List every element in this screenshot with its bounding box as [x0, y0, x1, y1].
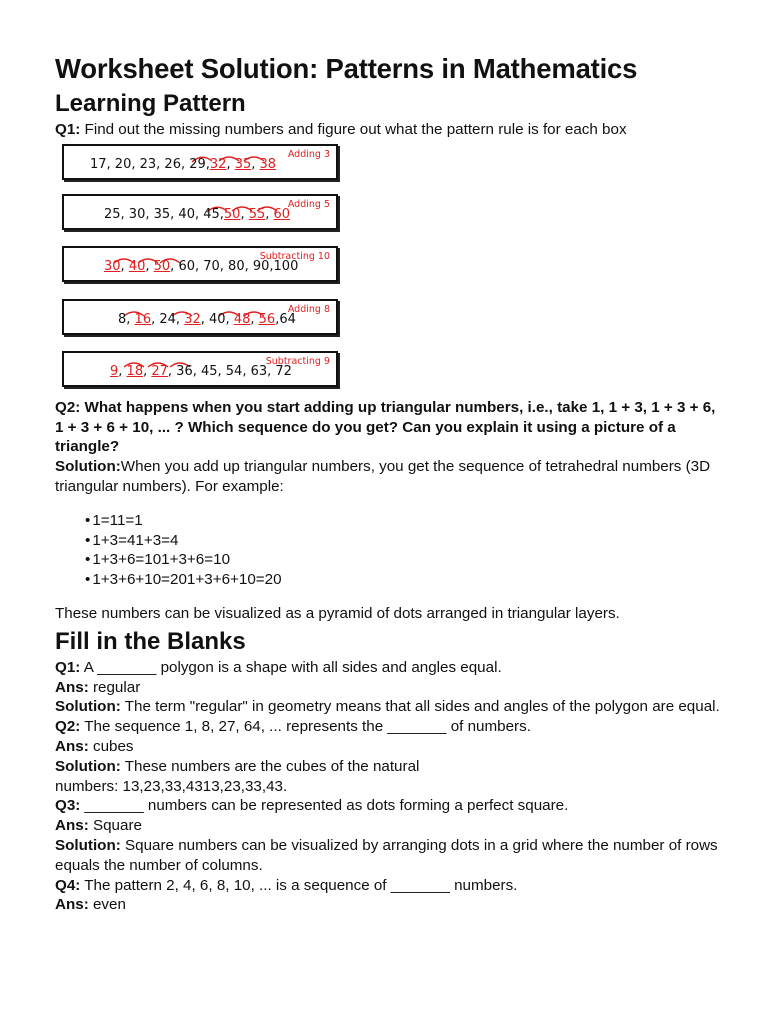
q2-question	[55, 398, 725, 457]
solution-text: The term "regular" in geometry means that all sides and angles of the polygon are equal.	[120, 698, 720, 716]
list-item: • 1+3+6=101+3+6=10	[85, 550, 725, 570]
pattern-box-2	[62, 194, 338, 230]
given-numbers: 64	[279, 311, 296, 327]
q1-prompt	[55, 120, 725, 140]
solution	[55, 697, 725, 717]
rule-label-4: Adding 8	[287, 303, 330, 315]
given-numbers: 17, 20, 23, 26, 29,	[90, 156, 210, 172]
question	[55, 658, 725, 678]
given-numbers: 8,	[118, 311, 131, 327]
answer-text: even	[88, 896, 126, 914]
pattern-box-4	[62, 299, 338, 335]
q2-question-text: Q2: What happens when you start adding up triangular numbers, i.e., take 1, 1 + 3, 1 + 3 + 6, 1 + 3 + 6 + 10, ... ? Which sequence do you get? Can you explain it using a picture of a triangle?	[55, 398, 716, 456]
rule-label-5: Subtracting 9	[265, 355, 330, 367]
question-label: Q2:	[55, 718, 81, 736]
answer	[55, 737, 725, 757]
solution	[55, 836, 725, 876]
list-item: • 1+3+6+10=201+3+6+10=20	[85, 570, 725, 590]
question	[55, 876, 725, 896]
answer-blank: 50	[153, 258, 171, 274]
blank-item-4	[55, 876, 725, 916]
answer-blank: 35	[234, 156, 252, 172]
question-label: Q1:	[55, 658, 81, 676]
given-numbers: 40,	[209, 311, 230, 327]
answer-label: Ans:	[55, 678, 89, 696]
pattern-box-3	[62, 246, 338, 282]
question	[55, 717, 725, 737]
solution-text: When you add up triangular numbers, you get the sequence of tetrahedral numbers (3D triangular numbers). For example:	[55, 458, 711, 495]
given-numbers: 24,	[159, 311, 181, 327]
question-text: The sequence 1, 8, 27, 64, ... represents the _______ of numbers.	[80, 718, 531, 736]
answer-blank: 50	[223, 206, 241, 222]
sequence-2: 25, 30, 35, 40, 45,50, 55, 60	[104, 206, 291, 222]
solution	[55, 757, 475, 797]
answer-label: Ans:	[55, 817, 89, 835]
pattern-box-1	[62, 144, 338, 180]
answer-text: regular	[88, 678, 141, 696]
solution-label: Solution:	[55, 836, 121, 854]
rule-label-1: Adding 3	[287, 148, 330, 160]
answer	[55, 816, 725, 836]
blank-item-1	[55, 658, 725, 717]
closing-text: These numbers can be visualized as a pyramid of dots arranged in triangular layers.	[55, 604, 620, 622]
answer-label: Ans:	[55, 737, 89, 755]
sequence-4: 8, 16, 24, 32, 40, 48, 56,64	[118, 311, 296, 327]
answer	[55, 678, 725, 698]
question-text: The pattern 2, 4, 6, 8, 10, ... is a sequence of _______ numbers.	[80, 876, 518, 894]
question-label: Q4:	[55, 876, 81, 894]
answer-blank: 16	[134, 311, 152, 327]
page-title: Worksheet Solution: Patterns in Mathematics	[55, 53, 638, 84]
answer-blank: 38	[259, 156, 277, 172]
answer-blank: 48	[233, 311, 251, 327]
section-heading-learning: Learning Pattern	[55, 90, 246, 117]
answer-blank: 32	[184, 311, 201, 327]
blank-item-3	[55, 796, 725, 875]
solution-text: These numbers are the cubes of the natural numbers: 13,23,33,4313,23,33,43.	[55, 757, 420, 795]
given-numbers: 36, 45, 54, 63, 72	[176, 363, 292, 379]
answer-blank: 27	[151, 363, 168, 379]
list-item: • 1+3=41+3=4	[85, 531, 725, 551]
worksheet-page	[55, 50, 725, 915]
answer-blank: 40	[128, 258, 146, 274]
sequence-1: 17, 20, 23, 26, 29,32, 35, 38	[90, 156, 277, 172]
solution-label: Solution:	[55, 458, 121, 476]
answer	[55, 895, 725, 915]
q2-solution	[55, 457, 725, 497]
question-text: _______ numbers can be represented as dots forming a perfect square.	[80, 797, 569, 815]
answer-blank: 9	[110, 363, 119, 379]
list-item: • 1=11=1	[85, 511, 725, 531]
answer-blank: 56	[258, 311, 276, 327]
answer-blank: 30	[104, 258, 121, 274]
answer-label: Ans:	[55, 896, 89, 914]
given-numbers: 25, 30, 35, 40, 45,	[104, 206, 224, 222]
answer-blank: 55	[248, 206, 266, 222]
answer-blank: 18	[126, 363, 144, 379]
solution-label: Solution:	[55, 698, 121, 716]
solution-label: Solution:	[55, 757, 121, 775]
q1-text: Find out the missing numbers and figure out what the pattern rule is for each box	[80, 121, 627, 138]
sequence-5: 9, 18, 27, 36, 45, 54, 63, 72	[110, 363, 292, 379]
answer-text: Square	[88, 817, 142, 835]
rule-label-3: Subtracting 10	[259, 250, 330, 262]
question-text: A _______ polygon is a shape with all sides and angles equal.	[80, 658, 502, 676]
blank-item-2	[55, 717, 725, 796]
pattern-box-5	[62, 351, 338, 387]
solution-text: Square numbers can be visualized by arranging dots in a grid where the number of rows equals the number of columns.	[55, 836, 718, 874]
question-label: Q3:	[55, 797, 81, 815]
answer-blank: 32	[209, 156, 227, 172]
section-heading-blanks: Fill in the Blanks	[55, 627, 246, 655]
given-numbers: 60, 70, 80, 90,100	[178, 258, 299, 274]
tetrahedral-list	[85, 511, 725, 590]
q1-label: Q1:	[55, 121, 81, 138]
answer-blank: 60	[273, 206, 291, 222]
rule-label-2: Adding 5	[287, 198, 330, 210]
question	[55, 796, 725, 816]
answer-text: cubes	[88, 737, 134, 755]
sequence-3: 30, 40, 50, 60, 70, 80, 90,100	[104, 258, 299, 274]
